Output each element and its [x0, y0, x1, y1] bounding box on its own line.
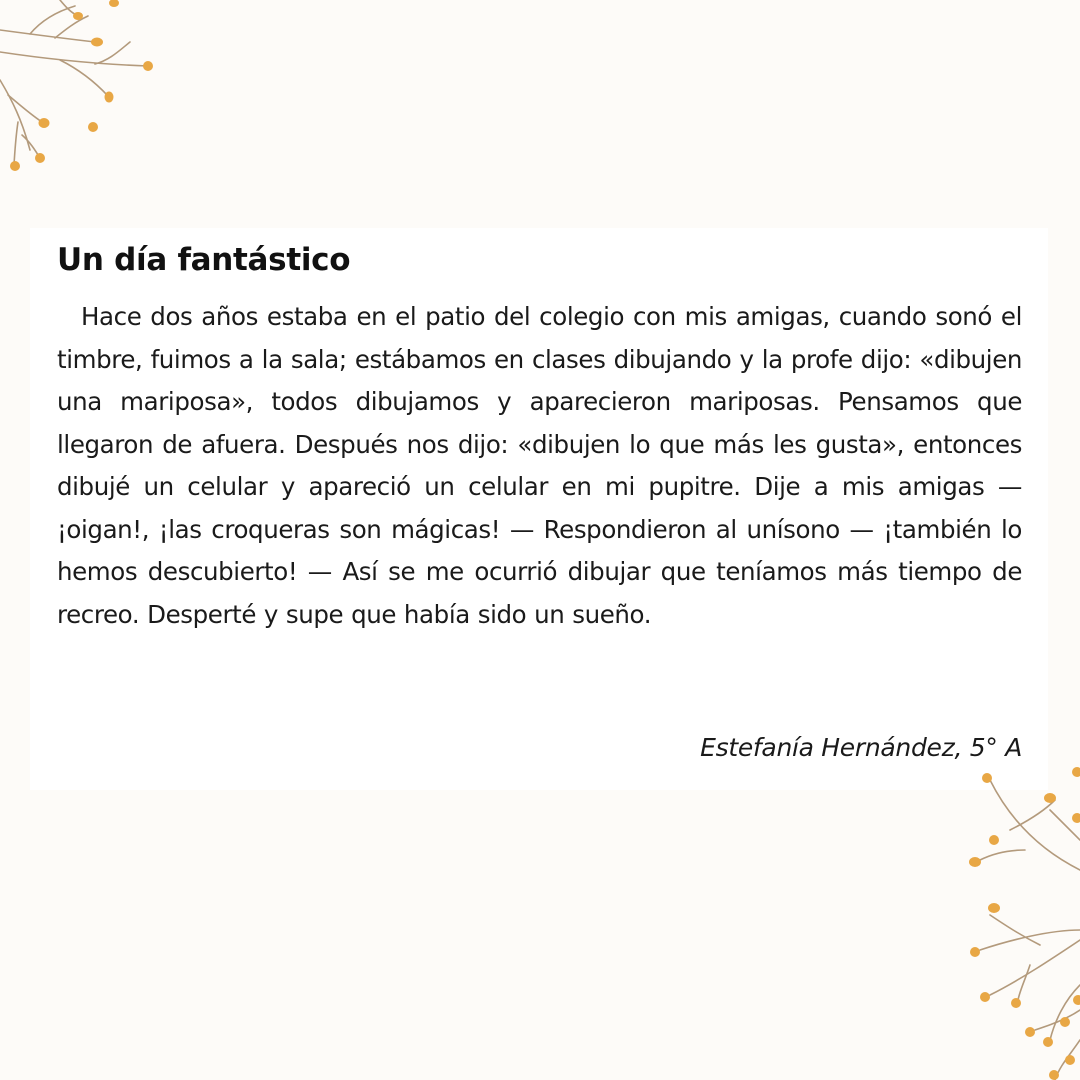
story-title: Un día fantástico: [57, 242, 351, 278]
story-author: Estefanía Hernández, 5° A: [700, 733, 1022, 762]
story-body: Hace dos años estaba en el patio del colegio con mis amigas, cuando sonó el timbre, fuimos a la sala; estábamos en clases dibujando y la profe dijo: «dibujen una mariposa», todos dibujamos y aparecieron mariposas. Pensamos que llegaron de afuera. Después nos dijo: «dibujen lo que más les gusta», entonces dibujé un celular y apareció un celular en mi pupitre. Dije a mis amigas — ¡oigan!, ¡las croqueras son mágicas! — Respondieron al unísono — ¡también lo hemos descubierto! — Así se me ocurrió dibujar que teníamos más tiempo de recreo. Desperté y supe que había sido un sueño.: [57, 302, 1022, 629]
floral-branch-bottom-right-icon: [930, 760, 1080, 1080]
floral-branch-top-left-icon: [0, 0, 170, 180]
